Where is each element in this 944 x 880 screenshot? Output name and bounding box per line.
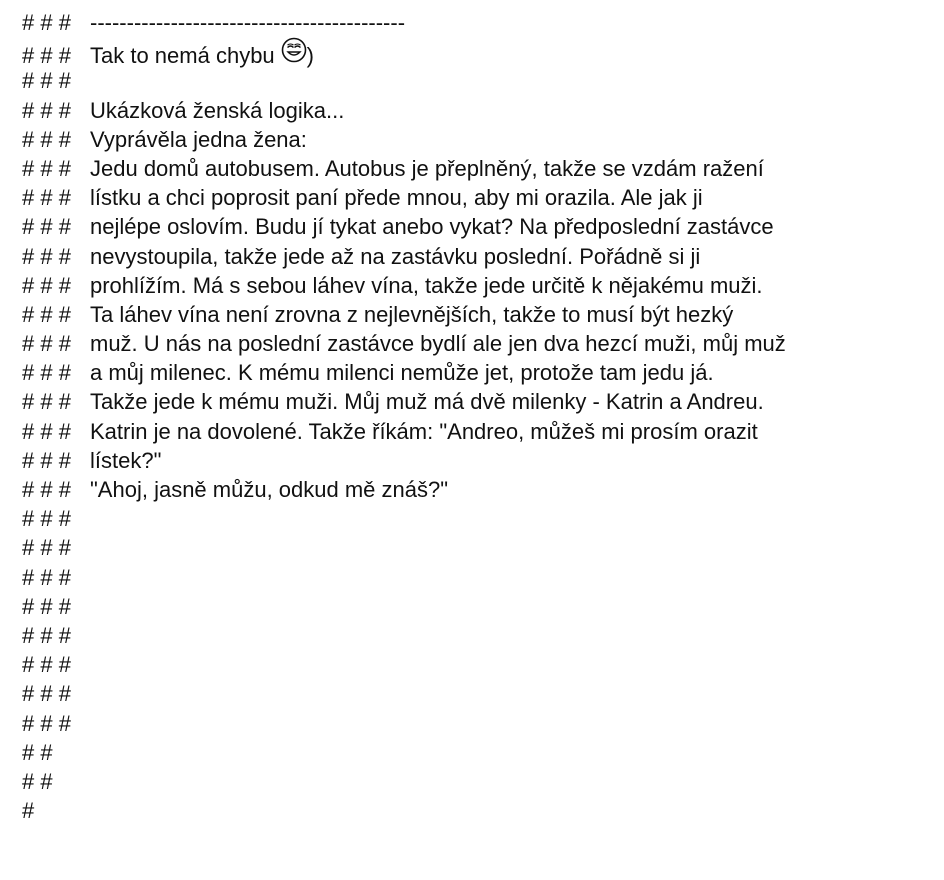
line-text: nejlépe oslovím. Budu jí tykat anebo vykat? Na předposlední zastávce bbox=[90, 214, 774, 240]
document-line bbox=[22, 417, 937, 446]
line-prefix: # # # bbox=[22, 155, 71, 181]
line-prefix: # # # bbox=[22, 97, 71, 123]
document-line bbox=[22, 154, 937, 183]
line-prefix: # # # bbox=[22, 593, 71, 619]
line-prefix: # # # bbox=[22, 535, 71, 561]
document-line bbox=[22, 709, 937, 738]
line-prefix: # # # bbox=[22, 710, 71, 736]
line-prefix: # # # bbox=[22, 652, 71, 678]
line-prefix: # # # bbox=[22, 185, 71, 211]
line-prefix: # # # bbox=[22, 68, 71, 94]
line-prefix: # # # bbox=[22, 301, 71, 327]
document-line bbox=[22, 125, 937, 154]
document-line bbox=[22, 650, 937, 679]
line-text: a můj milenec. K mému milenci nemůže jet, protože tam jedu já. bbox=[90, 360, 714, 386]
line-suffix: ) bbox=[306, 43, 314, 69]
document-line bbox=[22, 358, 937, 387]
document-line bbox=[22, 96, 937, 125]
line-text: nevystoupila, takže jede až na zastávku poslední. Pořádně si ji bbox=[90, 243, 701, 269]
line-text: Katrin je na dovolené. Takže říkám: "Andreo, můžeš mi prosím orazit bbox=[90, 418, 758, 444]
line-text: ------------------------------------------- bbox=[90, 10, 406, 35]
line-prefix: # # # bbox=[22, 126, 71, 152]
line-prefix: # bbox=[22, 798, 35, 824]
document-line bbox=[22, 8, 937, 37]
document-line bbox=[22, 387, 937, 416]
text-document bbox=[22, 8, 937, 825]
document-line bbox=[22, 592, 937, 621]
document-line bbox=[22, 300, 937, 329]
line-prefix: # # # bbox=[22, 360, 71, 386]
document-line bbox=[22, 533, 937, 562]
line-text: Vyprávěla jedna žena: bbox=[90, 126, 307, 152]
document-line bbox=[22, 329, 937, 358]
document-line bbox=[22, 504, 937, 533]
line-prefix: # # # bbox=[22, 10, 71, 35]
line-prefix: # # # bbox=[22, 506, 71, 532]
document-line bbox=[22, 183, 937, 212]
line-text: Ta láhev vína není zrovna z nejlevnějších, takže to musí být hezký bbox=[90, 301, 734, 327]
line-prefix: # # # bbox=[22, 272, 71, 298]
line-prefix: # # bbox=[22, 768, 53, 794]
line-text: lístek?" bbox=[90, 447, 162, 473]
document-line bbox=[22, 796, 937, 825]
line-text: "Ahoj, jasně můžu, odkud mě znáš?" bbox=[90, 477, 449, 502]
line-prefix: # # # bbox=[22, 418, 71, 444]
line-text: Jedu domů autobusem. Autobus je přeplněný, takže se vzdám ražení bbox=[90, 155, 764, 181]
line-text: muž. U nás na poslední zastávce bydlí ale jen dva hezcí muži, můj muž bbox=[90, 331, 786, 357]
line-prefix: # # # bbox=[22, 622, 71, 648]
document-line bbox=[22, 37, 937, 69]
document-line bbox=[22, 66, 937, 95]
document-line bbox=[22, 767, 937, 796]
line-prefix: # # # bbox=[22, 331, 71, 357]
line-prefix: # # # bbox=[22, 43, 71, 69]
smiley-face-icon bbox=[281, 37, 307, 63]
document-line bbox=[22, 738, 937, 767]
document-line bbox=[22, 212, 937, 241]
line-text: prohlížím. Má s sebou láhev vína, takže jede určitě k nějakému muži. bbox=[90, 272, 763, 298]
document-line bbox=[22, 563, 937, 592]
line-prefix: # # # bbox=[22, 681, 71, 707]
document-line bbox=[22, 271, 937, 300]
line-text: Takže jede k mému muži. Můj muž má dvě milenky - Katrin a Andreu. bbox=[90, 389, 764, 415]
line-prefix: # # # bbox=[22, 477, 71, 502]
document-line bbox=[22, 446, 937, 475]
line-prefix: # # # bbox=[22, 243, 71, 269]
document-line bbox=[22, 242, 937, 271]
line-prefix: # # # bbox=[22, 564, 71, 590]
document-line bbox=[22, 621, 937, 650]
line-text: lístku a chci poprosit paní přede mnou, aby mi orazila. Ale jak ji bbox=[90, 185, 703, 211]
line-prefix: # # # bbox=[22, 447, 71, 473]
document-line bbox=[22, 475, 937, 504]
line-text: Tak to nemá chybu bbox=[90, 43, 275, 69]
line-text: Ukázková ženská logika... bbox=[90, 97, 345, 123]
line-prefix: # # # bbox=[22, 389, 71, 415]
line-prefix: # # bbox=[22, 739, 53, 765]
line-prefix: # # # bbox=[22, 214, 71, 240]
document-line bbox=[22, 679, 937, 708]
